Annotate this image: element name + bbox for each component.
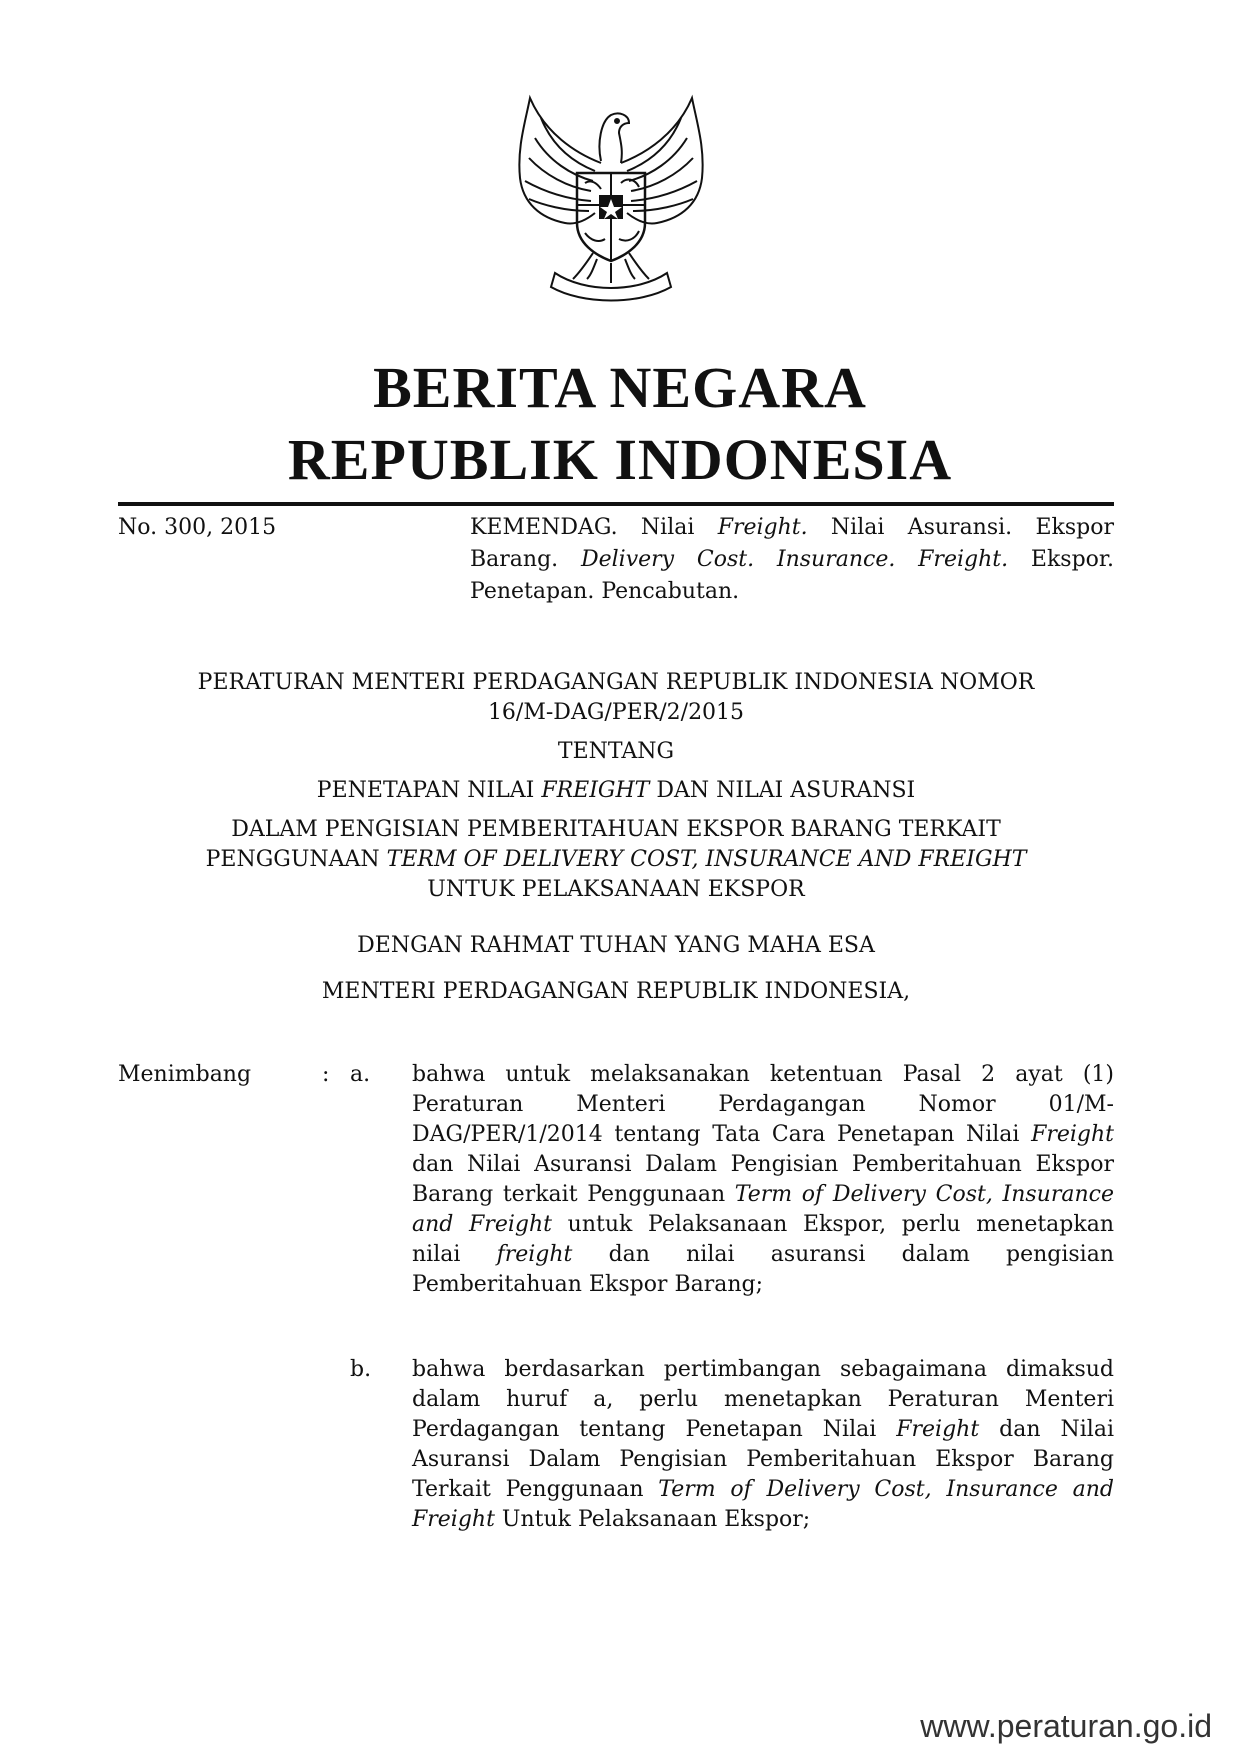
masthead-title-line-1: BERITA NEGARA	[373, 355, 867, 420]
regulation-subject-line-2: DALAM PENGISIAN PEMBERITAHUAN EKSPOR BARANG TERKAIT	[231, 817, 1001, 842]
subject-italic: FREIGHT	[541, 778, 650, 803]
consideration-text: dan Nilai Asuransi Dalam Pengisian Pemberitahuan Ekspor Barang terkait Penggunaan	[412, 1152, 1114, 1207]
consideration-b-letter: b.	[350, 1357, 372, 1382]
consideration-a-letter: a.	[350, 1062, 371, 1087]
keyword-italic: Delivery Cost. Insurance. Freight.	[580, 547, 1009, 572]
consideration-text: dan nilai asuransi dalam pengisian Pemberitahuan Ekspor Barang;	[412, 1242, 1114, 1297]
consideration-italic: Term of Delivery Cost, Insurance and Freight	[412, 1477, 1114, 1532]
regulation-subject-line-3	[118, 845, 1114, 875]
consideration-text: bahwa berdasarkan pertimbangan sebagaimana dimaksud dalam huruf a, perlu menetapkan Peraturan Menteri Perdagangan tentang Penetapan Nilai	[412, 1357, 1114, 1442]
consideration-italic: freight	[496, 1242, 573, 1267]
consideration-text: untuk Pelaksanaan Ekspor, perlu menetapkan nilai	[412, 1212, 1114, 1267]
garuda-pancasila-emblem-icon	[505, 93, 717, 305]
masthead-divider	[118, 502, 1114, 506]
subject-italic: TERM OF DELIVERY COST, INSURANCE AND FREIGHT	[386, 847, 1027, 872]
minister-title: MENTERI PERDAGANGAN REPUBLIK INDONESIA,	[321, 979, 911, 1004]
regulation-subject-line-1	[118, 776, 1114, 806]
considering-label: Menimbang	[118, 1062, 252, 1087]
consideration-a-text	[412, 1060, 1114, 1300]
considering-colon: :	[322, 1062, 330, 1087]
registry-number: No. 300, 2015	[118, 515, 277, 540]
regulation-title-line-1: PERATURAN MENTERI PERDAGANGAN REPUBLIK INDONESIA NOMOR	[197, 670, 1035, 695]
subject-text: DAN NILAI ASURANSI	[649, 778, 916, 803]
consideration-text: Untuk Pelaksanaan Ekspor;	[494, 1507, 811, 1532]
regulation-about: TENTANG	[557, 739, 675, 764]
registry-keywords	[470, 512, 1114, 608]
keyword-text: KEMENDAG. Nilai	[470, 515, 718, 540]
footer-url: www.peraturan.go.id	[920, 1708, 1212, 1744]
subject-text: PENETAPAN NILAI	[316, 778, 542, 803]
consideration-b-text	[412, 1355, 1114, 1535]
consideration-italic: Term of Delivery Cost, Insurance and Freight	[412, 1182, 1114, 1237]
masthead-title-line-2: REPUBLIK INDONESIA	[287, 427, 953, 492]
regulation-subject-line-4: UNTUK PELAKSANAAN EKSPOR	[427, 877, 805, 902]
invocation: DENGAN RAHMAT TUHAN YANG MAHA ESA	[357, 933, 875, 958]
consideration-italic: Freight	[896, 1417, 980, 1442]
keyword-italic: Freight.	[717, 515, 808, 540]
regulation-title-line-2: 16/M-DAG/PER/2/2015	[487, 700, 745, 725]
consideration-text: bahwa untuk melaksanakan ketentuan Pasal 2 ayat (1) Peraturan Menteri Perdagangan Nomor 01/M-DAG/PER/1/2014 tentang Tata Cara Penetapan Nilai	[412, 1062, 1114, 1147]
consideration-text: dan Nilai Asuransi Dalam Pengisian Pemberitahuan Ekspor Barang Terkait Penggunaan	[412, 1417, 1114, 1502]
consideration-italic: Freight	[1031, 1122, 1114, 1147]
subject-text: PENGGUNAAN	[205, 847, 387, 872]
keyword-text: Ekspor. Penetapan. Pencabutan.	[470, 547, 1114, 604]
keyword-text: Nilai Asuransi. Ekspor Barang.	[470, 515, 1114, 572]
